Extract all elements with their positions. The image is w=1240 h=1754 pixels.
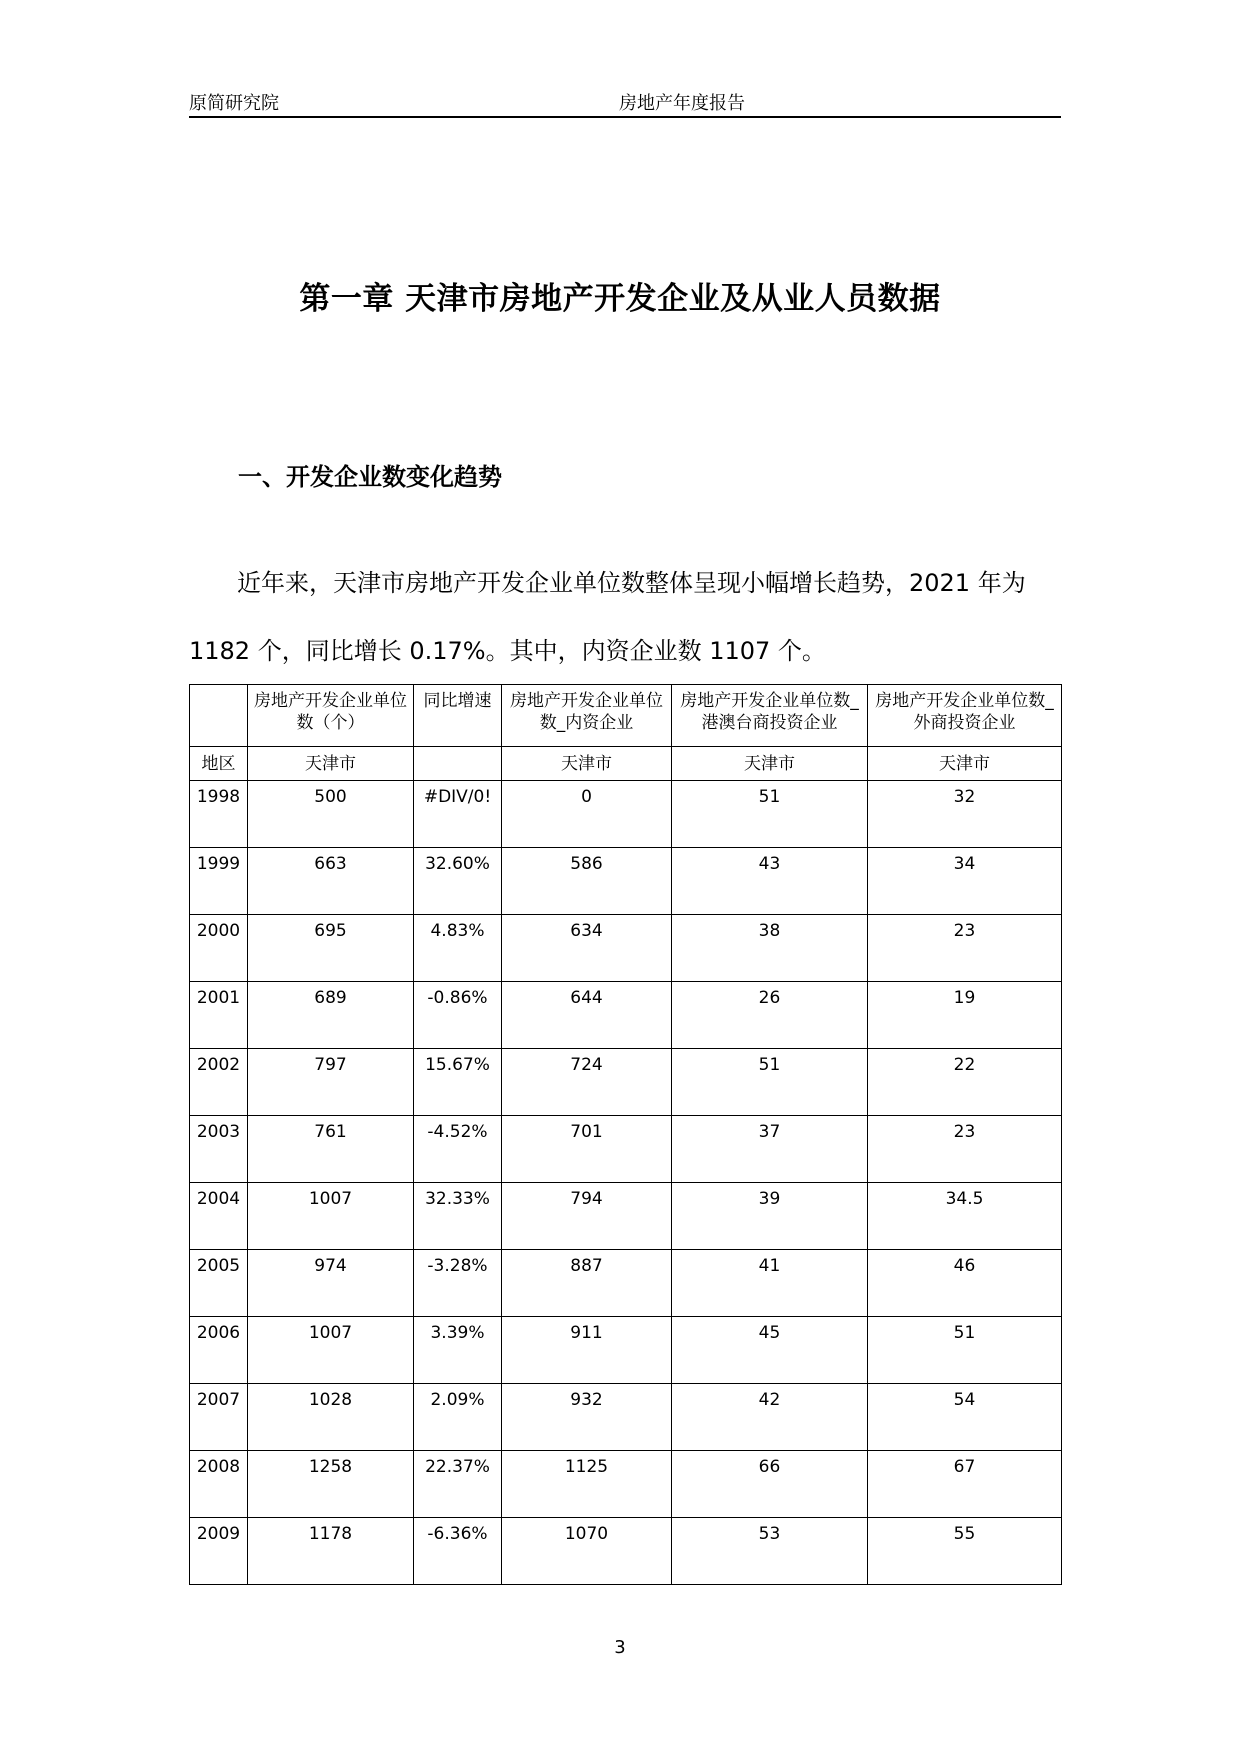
table-cell: 房地产开发企业单位数_内资企业 bbox=[502, 685, 672, 747]
table-cell: 2001 bbox=[190, 982, 248, 1049]
table-cell: 51 bbox=[868, 1317, 1062, 1384]
table-cell: 701 bbox=[502, 1116, 672, 1183]
table-cell: 974 bbox=[248, 1250, 414, 1317]
section-title: 一、开发企业数变化趋势 bbox=[238, 463, 502, 491]
table-cell: 1125 bbox=[502, 1451, 672, 1518]
table-row bbox=[190, 1250, 1062, 1317]
table-cell: 32 bbox=[868, 781, 1062, 848]
table-cell: 房地产开发企业单位数（个） bbox=[248, 685, 414, 747]
table-cell: -0.86% bbox=[414, 982, 502, 1049]
table-cell: 38 bbox=[672, 915, 868, 982]
table-cell: 761 bbox=[248, 1116, 414, 1183]
table-cell: 794 bbox=[502, 1183, 672, 1250]
table-row bbox=[190, 1384, 1062, 1451]
table-cell: 67 bbox=[868, 1451, 1062, 1518]
table-cell: 2009 bbox=[190, 1518, 248, 1585]
table-cell: 500 bbox=[248, 781, 414, 848]
table-cell: 1258 bbox=[248, 1451, 414, 1518]
table-cell: 2004 bbox=[190, 1183, 248, 1250]
enterprise-count-table bbox=[189, 684, 1062, 1585]
table-row bbox=[190, 781, 1062, 848]
table-cell: 1998 bbox=[190, 781, 248, 848]
table-row bbox=[190, 1049, 1062, 1116]
table-cell: 22.37% bbox=[414, 1451, 502, 1518]
table-cell: 2.09% bbox=[414, 1384, 502, 1451]
table-row bbox=[190, 915, 1062, 982]
table-cell: 887 bbox=[502, 1250, 672, 1317]
table-cell: 同比增速 bbox=[414, 685, 502, 747]
table-cell: 54 bbox=[868, 1384, 1062, 1451]
table-cell: 19 bbox=[868, 982, 1062, 1049]
table-cell bbox=[414, 747, 502, 781]
table-cell: 23 bbox=[868, 1116, 1062, 1183]
table-cell: 2005 bbox=[190, 1250, 248, 1317]
table-cell: 天津市 bbox=[868, 747, 1062, 781]
table-region-row bbox=[190, 747, 1062, 781]
table-cell: 32.33% bbox=[414, 1183, 502, 1250]
table-cell: 15.67% bbox=[414, 1049, 502, 1116]
table-cell: 1028 bbox=[248, 1384, 414, 1451]
table-cell: -3.28% bbox=[414, 1250, 502, 1317]
table-cell: 2008 bbox=[190, 1451, 248, 1518]
table-cell: 22 bbox=[868, 1049, 1062, 1116]
table-cell: 51 bbox=[672, 1049, 868, 1116]
table-cell: 37 bbox=[672, 1116, 868, 1183]
table-cell: 房地产开发企业单位数_港澳台商投资企业 bbox=[672, 685, 868, 747]
table-cell: 55 bbox=[868, 1518, 1062, 1585]
table-cell: 797 bbox=[248, 1049, 414, 1116]
table-cell: 2002 bbox=[190, 1049, 248, 1116]
table-cell: 4.83% bbox=[414, 915, 502, 982]
table-cell: 天津市 bbox=[672, 747, 868, 781]
table-cell: 26 bbox=[672, 982, 868, 1049]
chapter-title: 第一章 天津市房地产开发企业及从业人员数据 bbox=[299, 281, 941, 317]
table-cell: 724 bbox=[502, 1049, 672, 1116]
table-row bbox=[190, 1518, 1062, 1585]
table-cell: 66 bbox=[672, 1451, 868, 1518]
table-cell: 天津市 bbox=[248, 747, 414, 781]
table-row bbox=[190, 1116, 1062, 1183]
table-cell: 2006 bbox=[190, 1317, 248, 1384]
table-cell: 695 bbox=[248, 915, 414, 982]
table-cell: 1999 bbox=[190, 848, 248, 915]
table-cell: 房地产开发企业单位数_外商投资企业 bbox=[868, 685, 1062, 747]
table-cell: -4.52% bbox=[414, 1116, 502, 1183]
table-cell: 2007 bbox=[190, 1384, 248, 1451]
table-row bbox=[190, 982, 1062, 1049]
table-cell: #DIV/0! bbox=[414, 781, 502, 848]
table-cell: 42 bbox=[672, 1384, 868, 1451]
table-cell: 663 bbox=[248, 848, 414, 915]
table-cell: 41 bbox=[672, 1250, 868, 1317]
table-cell: 1178 bbox=[248, 1518, 414, 1585]
table-cell: 2003 bbox=[190, 1116, 248, 1183]
table-header-row bbox=[190, 685, 1062, 747]
table-cell: 天津市 bbox=[502, 747, 672, 781]
table-cell: 32.60% bbox=[414, 848, 502, 915]
table-cell: 932 bbox=[502, 1384, 672, 1451]
table-cell: 586 bbox=[502, 848, 672, 915]
page-header bbox=[189, 84, 1061, 118]
table-cell: 23 bbox=[868, 915, 1062, 982]
table-cell: 53 bbox=[672, 1518, 868, 1585]
table-cell: 地区 bbox=[190, 747, 248, 781]
table-cell: 43 bbox=[672, 848, 868, 915]
table-cell: 45 bbox=[672, 1317, 868, 1384]
table-cell: 911 bbox=[502, 1317, 672, 1384]
table-row bbox=[190, 1451, 1062, 1518]
body-paragraph bbox=[189, 549, 1061, 685]
table-cell: 1007 bbox=[248, 1183, 414, 1250]
table-cell: 2000 bbox=[190, 915, 248, 982]
table-cell: 0 bbox=[502, 781, 672, 848]
table-cell: -6.36% bbox=[414, 1518, 502, 1585]
table-cell: 46 bbox=[868, 1250, 1062, 1317]
table-row bbox=[190, 1183, 1062, 1250]
table-cell: 39 bbox=[672, 1183, 868, 1250]
page-number: 3 bbox=[614, 1637, 626, 1658]
header-org-name: 原简研究院 bbox=[189, 93, 279, 114]
table-cell bbox=[190, 685, 248, 747]
table-cell: 1007 bbox=[248, 1317, 414, 1384]
table-cell: 34.5 bbox=[868, 1183, 1062, 1250]
paragraph-text: 近年来，天津市房地产开发企业单位数整体呈现小幅增长趋势，2021 年为 1182 个，同比增长 0.17%。其中，内资企业数 1107 个。 bbox=[189, 569, 1026, 665]
header-report-title: 房地产年度报告 bbox=[619, 93, 745, 114]
table-cell: 34 bbox=[868, 848, 1062, 915]
table-row bbox=[190, 1317, 1062, 1384]
table-cell: 3.39% bbox=[414, 1317, 502, 1384]
table-cell: 1070 bbox=[502, 1518, 672, 1585]
table-cell: 634 bbox=[502, 915, 672, 982]
table-row bbox=[190, 848, 1062, 915]
table-cell: 689 bbox=[248, 982, 414, 1049]
table-cell: 51 bbox=[672, 781, 868, 848]
table-cell: 644 bbox=[502, 982, 672, 1049]
